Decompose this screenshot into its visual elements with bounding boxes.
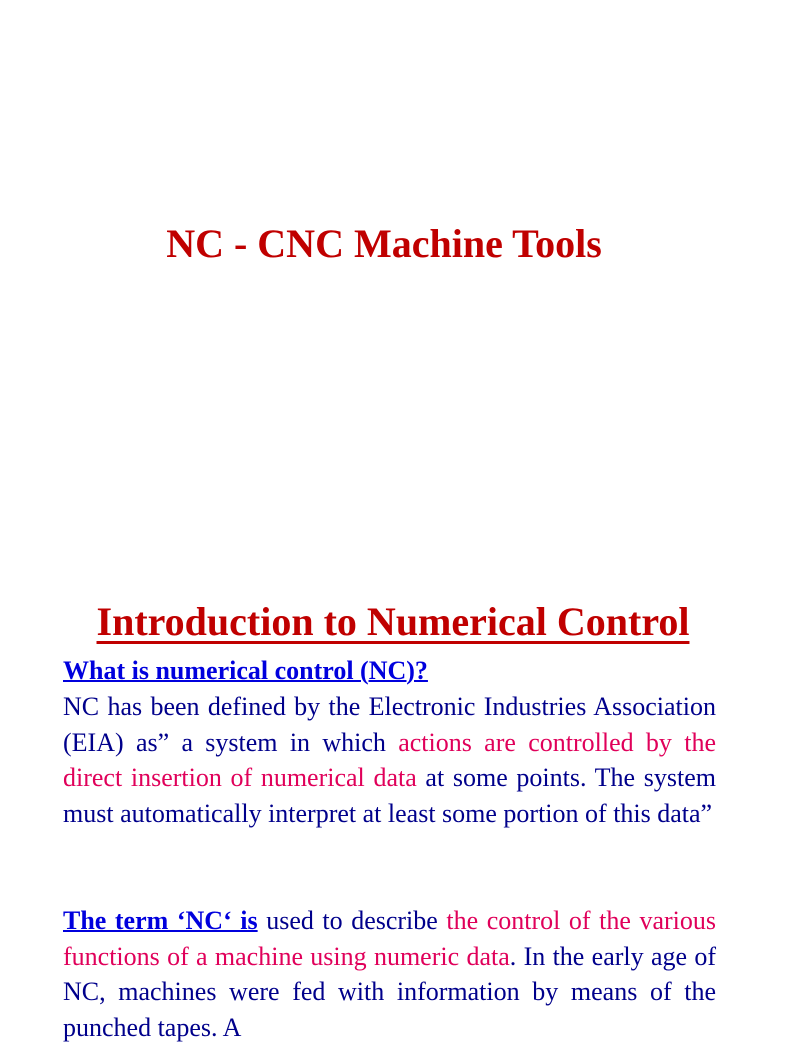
document-title: NC - CNC Machine Tools: [166, 221, 602, 266]
term-highlight: the control of the various functions of a machine using numeric data: [63, 906, 717, 971]
term-text-end: . In the early age of NC, machines were fed with information by means of the punched tapes. A: [63, 941, 716, 1043]
term-text-start: used to describe: [257, 906, 447, 935]
term-paragraph: [63, 903, 716, 1046]
question-subheading: What is numerical control (NC)?: [63, 656, 428, 685]
definition-text-end: at some points. The system must automatically interpret at least some portion of this data”: [63, 763, 716, 829]
definition-text-start: NC has been defined by the Electronic Industries Association (EIA) as” a system in which: [63, 692, 716, 757]
term-label: The term ‘NC‘ is: [63, 906, 258, 935]
definition-paragraph: [63, 689, 716, 832]
definition-highlight: actions are controlled by the direct insertion of numerical data: [63, 727, 717, 793]
section-heading: Introduction to Numerical Control: [96, 599, 690, 644]
